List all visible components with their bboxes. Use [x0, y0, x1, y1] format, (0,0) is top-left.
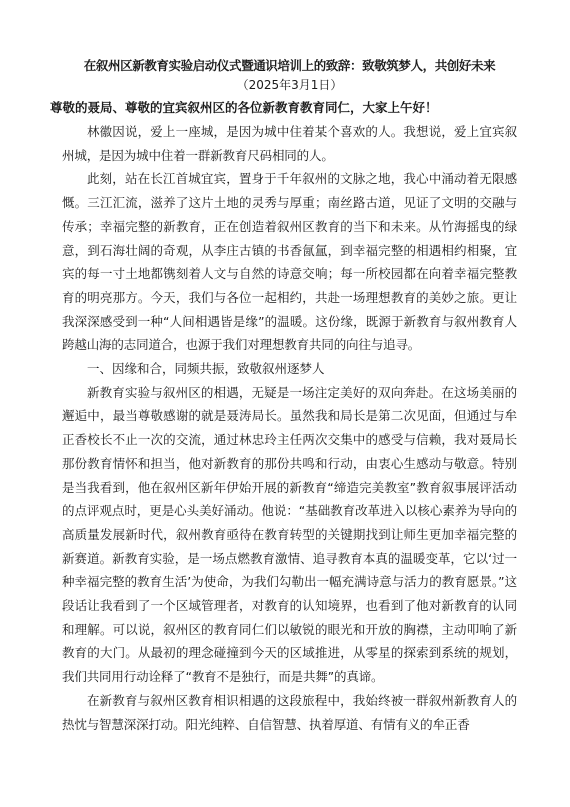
document-page: [50, 56, 517, 736]
body-paragraph: 此刻，站在长江首城宜宾，置身于千年叙州的文脉之地，我心中涌动着无限感慨。三江汇流，滋养了这片土地的灵秀与厚重；南丝路古道，见证了文明的交融与传承；幸福完整的新教育，正在创造着叙州区教育的当下和未来。从竹海摇曳的绿意，到石海壮阔的奇观，从李庄古镇的书香氤氲，到幸福完整的相遇相约相聚，宜宾的每一寸土地都镌刻着人文与自然的诗意交响；每一所校园都在向着幸福完整教育的明亮那方。今天，我们与各位一起相约，共赴一场理想教育的美妙之旅。更让我深深感受到一种“人间相遇皆是缘”的温暖。这份缘，既源于新教育与叙州教育人跨越山海的志同道合，也源于我们对理想教育共同的向往与追寻。: [62, 171, 517, 353]
document-date: （2025年3月1日）: [236, 78, 343, 92]
section-paragraph: 在新教育与叙州区教育相识相遇的这段旅程中，我始终被一群叙州新教育人的热忱与智慧深深打动。阳光纯粹、自信智慧、执着厚道、有情有义的牟正香: [62, 692, 517, 732]
body-paragraph: 林徽因说，爱上一座城，是因为城中住着某个喜欢的人。我想说，爱上宜宾叙州城，是因为城中住着一群新教育尺码相同的人。: [62, 124, 517, 163]
section-paragraph: 新教育实验与叙州区的相遇，无疑是一场注定美好的双向奔赴。在这场美丽的邂逅中，最当尊敬感谢的就是聂涛局长。虽然我和局长是第二次见面，但通过与牟正香校长不止一次的交流，通过林忠玲主任两次交集中的感受与信赖，我对聂局长那份教育情怀和担当，他对新教育的那份共鸣和行动，由衷心生感动与敬意。特别是当我看到，他在叙州区新年伊始开展的新教育“缔造完美教室”教育叙事展评活动的点评观点时，更是心头美好涌动。他说：“基础教育改革进入以核心素养为导向的高质量发展新时代，叙州教育亟待在教育转型的关键期找到让师生更加幸福完整的新赛道。新教育实验，是一场点燃教育激情、追寻教育本真的温暖变革，它以‘过一种幸福完整的教育生活’为使命，为我们勾勒出一幅充满诗意与活力的教育愿景。”这段话让我看到了一个区域管理者，对教育的认知境界，也看到了他对新教育的认同和理解。可以说，叙州区的教育同仁们以敏锐的眼光和开放的胸襟，主动叩响了新教育的大门。从最初的理念碰撞到今天的区域推进，从零星的探索到系统的规划，我们共同用行动诠释了“教育不是独行，而是共舞”的真谛。: [62, 384, 517, 685]
document-title: 在叙州区新教育实验启动仪式暨通识培训上的致辞：致敬筑梦人，共创好未来: [83, 58, 496, 73]
section-heading: 一、因缘和合，同频共振，致敬叙州逐梦人: [87, 361, 325, 377]
salutation: 尊敬的聂局、尊敬的宜宾叙州区的各位新教育教育同仁，大家上午好！: [50, 100, 438, 115]
